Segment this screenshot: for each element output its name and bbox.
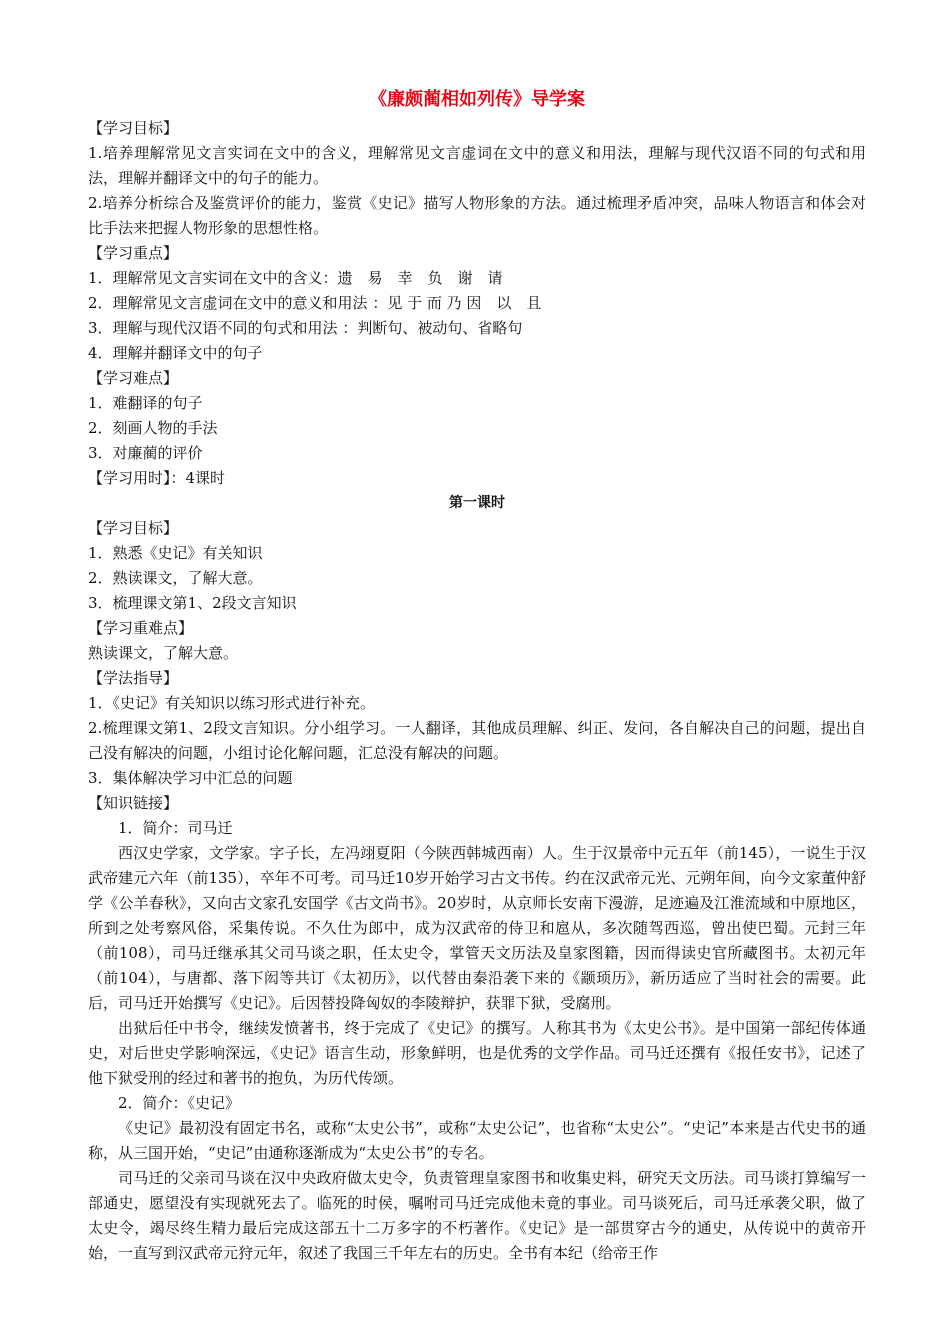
intro-heading-shiji: 2．简介：《史记》 xyxy=(118,1094,241,1112)
document-title: 《廉颇蔺相如列传》导学案 xyxy=(369,89,585,110)
heading-key-points: 【学习重点】 xyxy=(88,244,179,262)
study-time: 【学习用时】：4课时 xyxy=(88,469,226,487)
intro-heading-sima-qian: 1．简介：司马迁 xyxy=(118,819,233,837)
method-item: 1．《史记》有关知识以练习形式进行补充。 xyxy=(88,694,376,712)
paragraph-biography-cont: 出狱后任中书令，继续发愤著书，终于完成了《史记》的撰写。人称其书为《太史公书》。是中国第一部纪传体通史，对后世史学影响深远，《史记》语言生动，形象鲜明，也是优秀的文学作品。司马迁还撰有《报任安书》，记述了他下狱受刑的经过和著书的抱负，为历代传颂。 xyxy=(88,1019,866,1087)
method-item: 3．集体解决学习中汇总的问题 xyxy=(88,769,293,787)
heading-learning-goals: 【学习目标】 xyxy=(88,119,179,137)
heading-method-guide: 【学法指导】 xyxy=(88,669,179,687)
paragraph-biography: 西汉史学家，文学家。字子长，左冯翊夏阳（今陕西韩城西南）人。生于汉景帝中元五年（前145），一说生于汉武帝建元六年（前135），卒年不可考。司马迁10岁开始学习古文书传。约在汉武帝元光、元朔年间，向今文家董仲舒学《公羊春秋》，又向古文家孔安国学《古文尚书》。20岁时，从京师长安南下漫游，足迹遍及江淮流域和中原地区，所到之处考察风俗，采集传说。不久仕为郎中，成为汉武帝的侍卫和扈从，多次随驾西巡，曾出使巴蜀。元封三年（前108），司马迁继承其父司马谈之职，任太史令，掌管天文历法及皇家图籍，因而得读史官所藏图书。太初元年（前104），与唐都、落下闳等共订《太初历》，以代替由秦沿袭下来的《颛顼历》，新历适应了当时社会的需要。此后，司马迁开始撰写《史记》。后因替投降匈奴的李陵辩护，获罪下狱，受腐刑。 xyxy=(88,844,866,1012)
goal-item: 2.培养分析综合及鉴赏评价的能力，鉴赏《史记》描写人物形象的方法。通过梳理矛盾冲突，品味人物语言和体会对比手法来把握人物形象的思想性格。 xyxy=(88,194,866,237)
heading-difficulties: 【学习难点】 xyxy=(88,369,179,387)
key-point-item: 3．理解与现代汉语不同的句式和用法 ：判断句、被动句、省略句 xyxy=(88,319,523,337)
difficulty-item: 3．对廉蔺的评价 xyxy=(88,444,203,462)
difficulty-item: 2．刻画人物的手法 xyxy=(88,419,218,437)
key-difficulty-text: 熟读课文，了解大意。 xyxy=(88,644,239,662)
key-point-item: 2．理解常见文言虚词在文中的意义和用法 ：见 于 而 乃 因 以 且 xyxy=(88,294,542,312)
lesson-goal-item: 3．梳理课文第1、2段文言知识 xyxy=(88,594,297,612)
key-point-item: 4．理解并翻译文中的句子 xyxy=(88,344,263,362)
heading-lesson-goals: 【学习目标】 xyxy=(88,519,179,537)
paragraph-shiji-history: 司马迁的父亲司马谈在汉中央政府做太史令，负责管理皇家图书和收集史料，研究天文历法。司马谈打算编写一部通史，愿望没有实现就死去了。临死的时侯，嘱咐司马迁完成他未竟的事业。司马谈死后，司马迁承袭父职，做了太史令，竭尽终生精力最后完成这部五十二万多字的不朽著作。《史记》是一部贯穿古今的通史，从传说中的黄帝开始，一直写到汉武帝元狩元年，叙述了我国三千年左右的历史。全书有本纪（给帝王作 xyxy=(88,1169,866,1262)
lesson-goal-item: 2．熟读课文，了解大意。 xyxy=(88,569,263,587)
heading-key-difficulties: 【学习重难点】 xyxy=(88,619,194,637)
goal-item: 1.培养理解常见文言实词在文中的含义，理解常见文言虚词在文中的意义和用法，理解与现代汉语不同的句式和用法，理解并翻译文中的句子的能力。 xyxy=(88,144,866,187)
document-page xyxy=(88,86,866,1266)
paragraph-shiji-name: 《史记》最初没有固定书名，或称“太史公书”，或称“太史公记”，也省称“太史公”。“史记”本来是古代史书的通称，从三国开始，“史记”由通称逐渐成为“太史公书”的专名。 xyxy=(88,1119,866,1162)
lesson-title: 第一课时 xyxy=(449,495,505,511)
method-item: 2.梳理课文第1、2段文言知识。分小组学习。一人翻译，其他成员理解、纠正、发问，各自解决自己的问题，提出自己没有解决的问题，小组讨论化解问题，汇总没有解决的问题。 xyxy=(88,719,866,762)
heading-knowledge-link: 【知识链接】 xyxy=(88,794,179,812)
lesson-goal-item: 1．熟悉《史记》有关知识 xyxy=(88,544,263,562)
key-point-item: 1．理解常见文言实词在文中的含义：遗 易 幸 负 谢 请 xyxy=(88,269,503,287)
difficulty-item: 1．难翻译的句子 xyxy=(88,394,203,412)
